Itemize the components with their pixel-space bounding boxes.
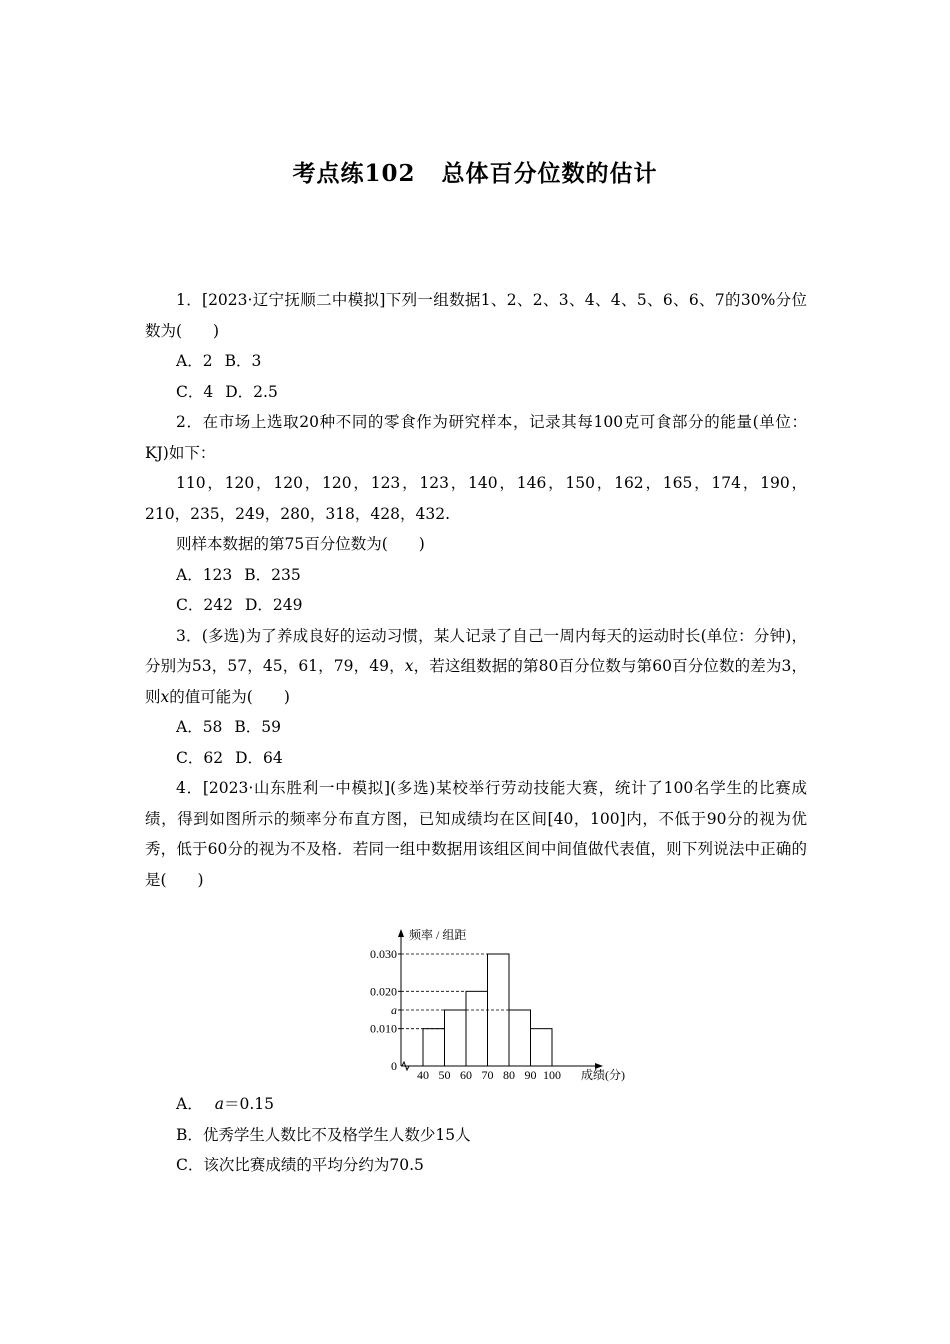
histogram-bar-80-90 [509,1010,531,1066]
q3-var-x: x [404,657,414,675]
q4-text: 4．[2023·山东胜利一中模拟](多选)某校举行劳动技能大赛，统计了100名学生的比赛成绩，得到如图所示的频率分布直方图，已知成绩均在区间[40，100]内，不低于90分的视为优秀，低于60分的视为不及格．若同一组中数据用该组区间中间值做代表值，则下列说法中正确的是( ) [145,779,807,889]
x-tick-label: 100 [543,1068,561,1082]
origin-label: 0 [391,1059,397,1073]
q2-data: 110，120，120，120，123，123，140，146，150，162，165，174，190，210，235，249，280，318，428，432. [145,474,807,523]
y-tick-label: a [391,1003,397,1017]
x-tick-label: 80 [503,1068,515,1082]
q3-options-ab [145,712,807,743]
x-tick-label: 40 [417,1068,429,1082]
histogram-bar-40-50 [423,1029,445,1066]
q3-options-cd [145,743,807,774]
q1-text: 1．[2023·辽宁抚顺二中模拟]下列一组数据1、2、2、3、4、4、5、6、6、7的30%分位数为( ) [145,291,807,340]
q1-options-ab [145,346,807,377]
content [145,285,807,1181]
q3-text [145,621,807,713]
q4-option-b: B．优秀学生人数比不及格学生人数少15人 [176,1125,471,1144]
q4-option-a-rest: ＝0.15 [223,1095,274,1113]
q3-var-x-2: x [160,687,170,706]
q1-option-a: A．2 [176,352,213,370]
x-axis-label: 成绩(分) [581,1068,625,1082]
q3-option-a: A．58 [176,718,223,736]
q2-options-ab [145,560,807,591]
x-tick-label: 70 [481,1068,494,1082]
q2-text: 2．在市场上选取20种不同的零食作为研究样本，记录其每100克可食部分的能量(单位：KJ)如下： [145,413,807,462]
q3-text-b: ，若这组数据的第80百分位数与第60百分位数的差为3，则 [145,657,807,706]
frequency-histogram [365,923,625,1083]
title-part2: 总体百分位数的估计 [441,160,658,187]
x-tick-label: 60 [460,1068,472,1082]
x-tick-label: 50 [438,1068,451,1082]
q2-option-b: B．235 [244,565,301,584]
q3-text-a: 3．(多选)为了养成良好的运动习惯，某人记录了自己一周内每天的运动时长(单位：分钟)，分别为53，57，45，61，79，49， [145,626,807,675]
q2-option-c: C．242 [176,596,233,614]
q4-option-a-var: a [214,1095,224,1113]
q1-option-b: B．3 [224,352,262,370]
y-tick-label: 0.020 [370,984,397,999]
q4-option-c: C．该次比赛成绩的平均分约为70.5 [176,1156,424,1174]
q3-option-b: B．59 [234,718,282,736]
q3-option-c: C．62 [176,748,224,767]
histogram-bar-50-60 [445,1010,467,1066]
x-tick-label: 90 [524,1068,537,1082]
q3-text-c: 的值可能为( ) [169,687,290,706]
page-title [0,155,950,188]
y-axis-label: 频率 / 组距 [409,928,467,942]
q2-options-cd [145,590,807,621]
q4-option-a [145,1089,807,1120]
q1-options-cd [145,377,807,408]
q2-ask: 则样本数据的第75百分位数为( ) [176,535,425,553]
q1-option-c: C．4 [176,382,214,401]
title-part1: 考点练102 [292,160,416,187]
q3-option-d: D．64 [235,748,283,767]
histogram-bar-60-70 [466,991,488,1066]
y-tick-label: 0.030 [370,947,397,961]
q2-option-d: D．249 [244,596,303,614]
y-tick-label: 0.010 [370,1021,397,1036]
histogram-bar-90-100 [531,1029,553,1066]
q4-option-a-prefix: A． [176,1095,203,1113]
q1-option-d: D．2.5 [225,382,278,401]
q2-option-a: A．123 [176,565,233,584]
